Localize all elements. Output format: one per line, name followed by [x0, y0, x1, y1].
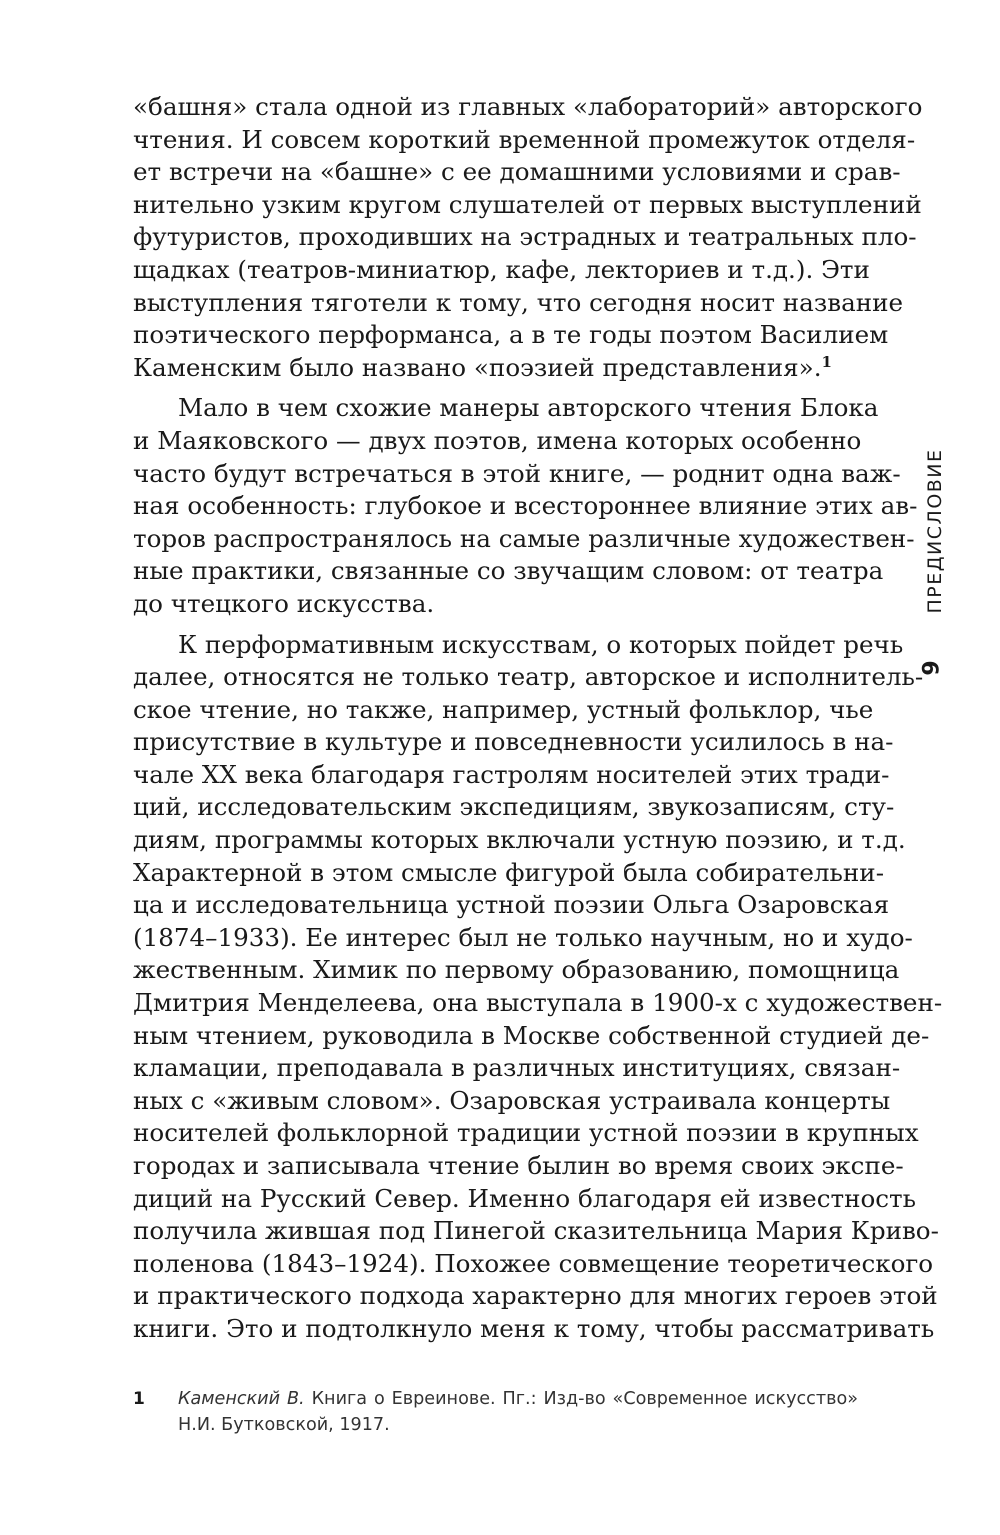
text-line-content: Каменским было названо «поэзией представления».	[133, 352, 822, 382]
page-number-text: 9	[919, 660, 945, 676]
text-line: часто будут встречаться в этой книге, — роднит одна важ-	[133, 458, 901, 488]
footnote-author: Каменский В.	[178, 1389, 305, 1409]
text-line: книги. Это и подтолкнуло меня к тому, чтобы рассматривать	[133, 1313, 935, 1343]
text-line: ная особенность: глубокое и всестороннее влияние этих ав-	[133, 491, 918, 521]
text-line: торов распространялось на самые различные художествен-	[133, 523, 915, 553]
text-line: ным чтением, руководила в Москве собственной студией де-	[133, 1020, 930, 1050]
text-line: Мало в чем схожие манеры авторского чтения Блока	[178, 393, 879, 423]
footnote-reference[interactable]: 1	[821, 352, 832, 371]
text-line: жественным. Химик по первому образованию, помощница	[133, 955, 900, 985]
paragraph-3	[133, 629, 943, 1346]
text-line: ское чтение, но также, например, устный фольклор, чье	[133, 694, 874, 724]
text-line: ные практики, связанные со звучащим словом: от театра	[133, 556, 884, 586]
text-line: Дмитрия Менделеева, она выступала в 1900-х с художествен-	[133, 988, 943, 1018]
text-line: нительно узким кругом слушателей от первых выступлений	[133, 189, 922, 219]
text-line: далее, относятся не только театр, авторское и исполнитель-	[133, 662, 924, 692]
text-line: до чтецкого искусства.	[133, 588, 435, 618]
text-line: К перформативным искусствам, о которых пойдет речь	[178, 629, 904, 659]
text-line: выступления тяготели к тому, что сегодня носит название	[133, 287, 904, 317]
text-line: ет встречи на «башне» с ее домашними условиями и срав-	[133, 157, 901, 187]
text-line	[133, 352, 858, 385]
text-line: поэтического перформанса, а в те годы поэтом Василием	[133, 320, 889, 350]
text-line: ца и исследовательница устной поэзии Ольга Озаровская	[133, 890, 890, 920]
running-head	[920, 448, 950, 614]
text-line: и Маяковского — двух поэтов, имена которых особенно	[133, 425, 862, 455]
page-number	[917, 656, 947, 680]
text-line: диций на Русский Север. Именно благодаря ей известность	[133, 1183, 917, 1213]
text-line: «башня» стала одной из главных «лабораторий» авторского	[133, 92, 923, 121]
text-line: ных с «живым словом». Озаровская устраивала концерты	[133, 1085, 891, 1115]
text-line: (1874–1933). Ее интерес был не только научным, но и худо-	[133, 922, 913, 952]
paragraph-gap	[133, 621, 858, 629]
footnote-line	[178, 1386, 858, 1412]
text-line: кламации, преподавала в различных институциях, связан-	[133, 1053, 901, 1083]
text-line: щадках (театров-миниатюр, кафе, лекториев и т.д.). Эти	[133, 254, 870, 284]
footnote-title: Книга о Евреинове. Пг.: Изд-во «Современное искусство»	[304, 1389, 858, 1409]
footnote-body	[178, 1386, 858, 1438]
text-line: футуристов, проходивших на эстрадных и театральных пло-	[133, 222, 917, 252]
text-line: Характерной в этом смысле фигурой была собирательни-	[133, 857, 884, 887]
footnote-number: 1	[133, 1389, 145, 1409]
text-line: носителей фольклорной традиции устной поэзии в крупных	[133, 1118, 919, 1148]
paragraph-gap	[133, 384, 858, 392]
text-line: диям, программы которых включали устную поэзию, и т.д.	[133, 825, 906, 855]
text-line: поленова (1843–1924). Похожее совмещение теоретического	[133, 1248, 934, 1278]
text-line: чтения. И совсем короткий временной промежуток отделя-	[133, 124, 916, 154]
text-line: присутствие в культуре и повседневности усилилось в на-	[133, 727, 894, 757]
running-head-text: ПРЕДИСЛОВИЕ	[924, 448, 946, 614]
text-line: чале XX века благодаря гастролям носителей этих тради-	[133, 759, 890, 789]
text-line: и практического подхода характерно для многих героев этой	[133, 1281, 938, 1311]
text-line: ций, исследовательским экспедициям, звукозаписям, сту-	[133, 792, 895, 822]
paragraph-1	[133, 91, 923, 384]
text-line: получила жившая под Пинегой сказительница Мария Криво-	[133, 1216, 939, 1246]
footnote-line: Н.И. Бутковской, 1917.	[178, 1415, 390, 1435]
text-line: городах и записывала чтение былин во время своих экспе-	[133, 1151, 904, 1180]
paragraph-2	[133, 392, 918, 620]
